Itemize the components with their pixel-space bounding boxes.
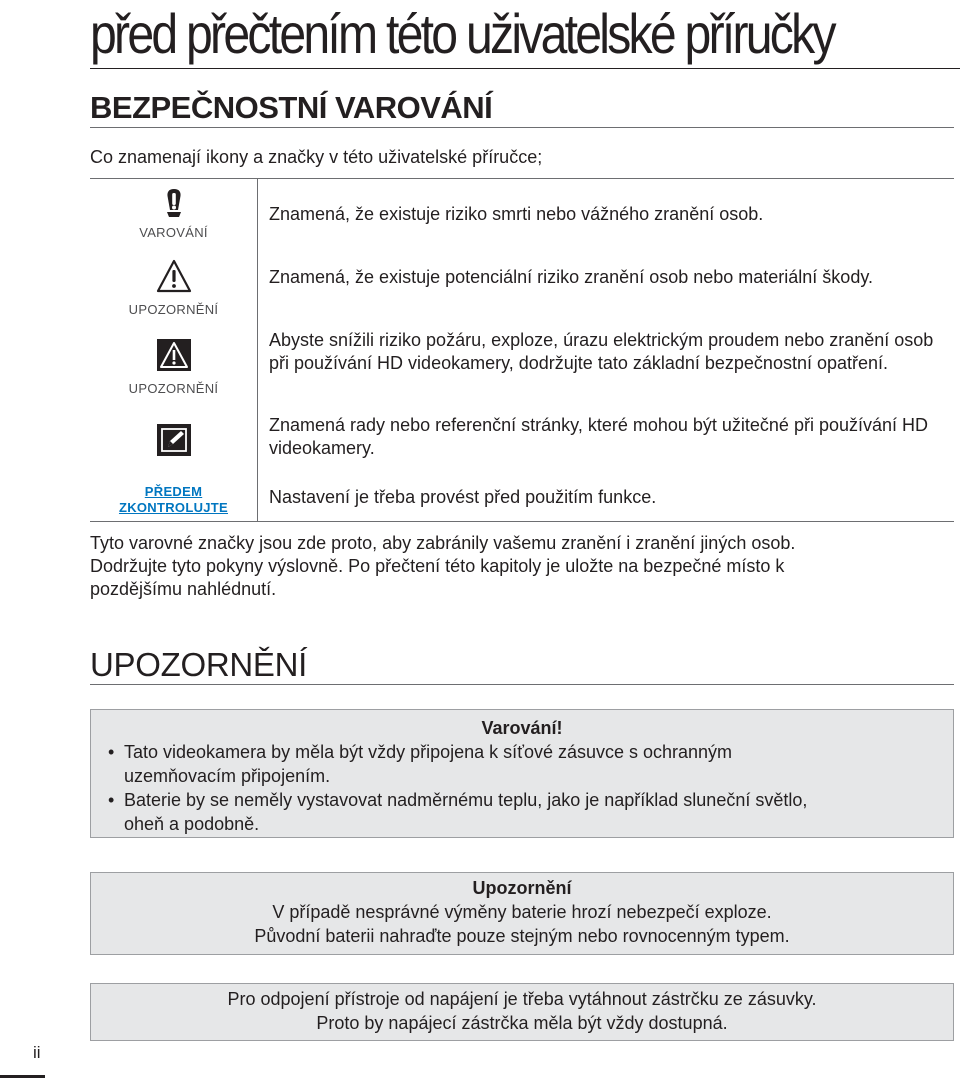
legend-text-warning: Znamená, že existuje riziko smrti nebo vážného zranění osob.	[269, 204, 764, 224]
safety-intro: Co znamenají ikony a značky v této uživatelské příručce;	[90, 147, 543, 167]
warning-box	[90, 709, 954, 838]
bullet-line: • Baterie by se neměly vystavovat nadměrnému teplu, jako je například sluneční světlo,	[124, 790, 808, 810]
caution-heading-rule	[90, 684, 954, 685]
warning-box-title: Varování!	[481, 718, 563, 738]
paragraph-line: pozdějšímu nahlédnutí.	[90, 579, 277, 599]
info-box	[90, 983, 954, 1041]
legend-row-note	[90, 424, 257, 456]
page-number-rule	[0, 1075, 45, 1078]
caution-outline-icon	[155, 258, 193, 294]
info-box-line: Pro odpojení přístroje od napájení je třeba vytáhnout zástrčku ze zásuvky.	[227, 989, 817, 1009]
legend-row-warning	[90, 188, 257, 241]
caution-boxed-icon	[157, 339, 191, 371]
legend-label-warning: VAROVÁNÍ	[139, 225, 208, 240]
caution-box-title: Upozornění	[472, 878, 572, 898]
table-divider	[257, 179, 258, 521]
warning-filled-icon	[162, 188, 186, 220]
legend-text-caution: Znamená, že existuje potenciální riziko zranění osob nebo materiální škody.	[269, 267, 873, 287]
legend-row-caution-boxed	[90, 339, 257, 397]
bullet-line: • Tato videokamera by měla být vždy připojena k síťové zásuvce s ochranným	[124, 742, 733, 762]
legend-label-precheck: PŘEDEM ZKONTROLUJTE	[118, 484, 229, 515]
legend-row-caution	[90, 258, 257, 318]
bullet-line: uzemňovacím připojením.	[124, 766, 331, 786]
paragraph-line: Dodržujte tyto pokyny výslovně. Po přečtení této kapitoly je uložte na bezpečné místo k	[90, 556, 785, 576]
caution-box	[90, 872, 954, 955]
title-rule	[90, 68, 960, 69]
legend-text-precheck: Nastavení je třeba provést před použitím funkce.	[269, 487, 657, 507]
legend-label-caution-boxed: UPOZORNĚNÍ	[128, 381, 219, 396]
legend-text-caution-boxed: Abyste snížili riziko požáru, exploze, úrazu elektrickým proudem nebo zranění osob při používání HD videokamery, dodržujte tato základní bezpečnostní opatření.	[269, 330, 934, 373]
page-number: ii	[33, 1043, 41, 1062]
paragraph-line: Tyto varovné značky jsou zde proto, aby zabránily vašemu zranění i zranění jiných osob.	[90, 533, 796, 553]
warning-bullet	[91, 740, 953, 788]
note-pencil-icon	[157, 424, 191, 456]
bullet-line: oheň a podobně.	[124, 814, 260, 834]
table-top-rule	[90, 178, 954, 179]
caution-box-line: V případě nesprávné výměny baterie hrozí nebezpečí exploze.	[272, 902, 772, 922]
legend-text-note: Znamená rady nebo referenční stránky, které mohou být užitečné při používání HD videokamery.	[269, 415, 929, 458]
legend-row-precheck	[90, 484, 257, 516]
caution-heading: UPOZORNĚNÍ	[90, 646, 308, 683]
safety-heading-rule	[90, 127, 954, 128]
warning-bullet	[91, 788, 953, 836]
legend-label-caution: UPOZORNĚNÍ	[128, 302, 219, 317]
safety-paragraph	[90, 532, 950, 601]
safety-heading: BEZPEČNOSTNÍ VAROVÁNÍ	[90, 90, 493, 125]
table-bottom-rule	[90, 521, 954, 522]
info-box-line: Proto by napájecí zástrčka měla být vždy dostupná.	[316, 1013, 728, 1033]
caution-box-line: Původní baterii nahraďte pouze stejným nebo rovnocenným typem.	[254, 926, 790, 946]
page-title: před přečtením této uživatelské příručky	[90, 2, 834, 65]
